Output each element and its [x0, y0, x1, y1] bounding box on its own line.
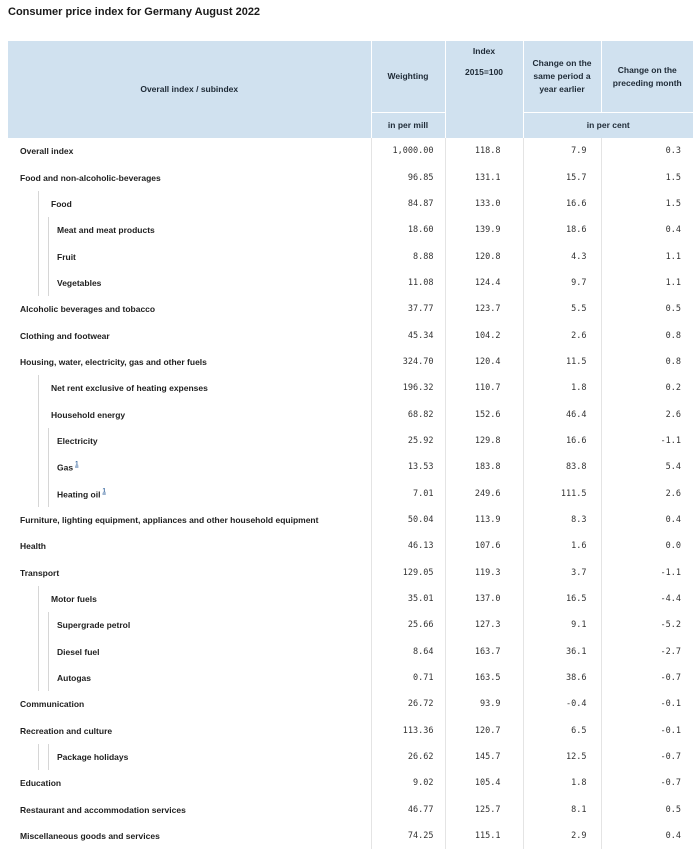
row-label-text: Supergrade petrol	[57, 620, 131, 631]
index-cell: 113.9	[445, 507, 523, 533]
row-label-text: Package holidays	[57, 752, 129, 763]
footnote-link[interactable]: 1	[75, 461, 79, 468]
weighting-cell: 25.92	[371, 428, 445, 454]
index-cell: 115.1	[445, 823, 523, 849]
weighting-cell: 26.72	[371, 691, 445, 717]
header-index	[445, 41, 523, 138]
change-year-cell: 46.4	[523, 401, 601, 427]
change-year-cell: 5.5	[523, 296, 601, 322]
weighting-cell: 84.87	[371, 191, 445, 217]
header-unit-weighting: in per mill	[371, 113, 445, 139]
change-year-cell: 8.3	[523, 507, 601, 533]
change-month-cell: -0.7	[660, 673, 681, 684]
table-row	[8, 322, 693, 348]
weighting-cell: 50.04	[371, 507, 445, 533]
change-month-cell: 0.4	[665, 514, 681, 525]
table-row	[8, 533, 693, 559]
row-label	[51, 383, 208, 393]
weighting-cell: 9.02	[371, 770, 445, 796]
weighting-cell: 13.53	[371, 454, 445, 480]
change-year-cell: 6.5	[523, 718, 601, 744]
row-label-text: Household energy	[51, 409, 126, 420]
index-cell: 152.6	[445, 401, 523, 427]
row-label-cell	[8, 138, 371, 164]
row-label	[57, 225, 155, 235]
row-label-text: Transport	[20, 567, 60, 578]
header-subindex: Overall index / subindex	[8, 41, 371, 138]
change-year-cell: 38.6	[523, 665, 601, 691]
header-unit-change: in per cent	[523, 113, 693, 139]
weighting-cell: 45.34	[371, 322, 445, 348]
row-label-cell	[8, 217, 371, 243]
row-label	[57, 647, 100, 657]
table-row	[8, 744, 693, 770]
index-cell: 163.7	[445, 639, 523, 665]
weighting-cell: 8.88	[371, 243, 445, 269]
table-row	[8, 507, 693, 533]
row-label-cell	[8, 322, 371, 348]
weighting-cell: 74.25	[371, 823, 445, 849]
index-cell: 183.8	[445, 454, 523, 480]
row-label-text: Furniture, lighting equipment, appliances and other household equipment	[20, 514, 319, 525]
change-year-cell: 111.5	[523, 480, 601, 506]
change-month-cell: 0.4	[665, 831, 681, 842]
change-month-cell: 2.6	[665, 488, 681, 499]
row-label-cell	[8, 480, 371, 506]
change-year-cell: 2.6	[523, 322, 601, 348]
table-row	[8, 375, 693, 401]
index-cell: 107.6	[445, 533, 523, 559]
change-year-cell: 8.1	[523, 797, 601, 823]
index-cell: 249.6	[445, 480, 523, 506]
table-row	[8, 560, 693, 586]
table-row	[8, 191, 693, 217]
change-month-cell: 1.5	[665, 198, 681, 209]
change-month-cell: 1.1	[665, 277, 681, 288]
index-cell: 127.3	[445, 612, 523, 638]
change-year-cell: 83.8	[523, 454, 601, 480]
row-label-text: Vegetables	[57, 277, 102, 288]
row-label-cell	[8, 612, 371, 638]
row-label	[57, 620, 130, 630]
row-label-cell	[8, 296, 371, 322]
header-change-year: Change on the same period a year earlier	[523, 41, 601, 113]
table-row	[8, 665, 693, 691]
index-cell: 123.7	[445, 296, 523, 322]
table-row	[8, 217, 693, 243]
change-month-cell: 1.5	[665, 172, 681, 183]
table-row	[8, 718, 693, 744]
change-month-cell: 0.5	[665, 804, 681, 815]
row-label-text: Communication	[20, 699, 85, 710]
index-cell: 133.0	[445, 191, 523, 217]
change-month-cell: -2.7	[660, 646, 681, 657]
row-label	[20, 357, 207, 367]
index-cell: 110.7	[445, 375, 523, 401]
row-label-text: Miscellaneous goods and services	[20, 831, 160, 842]
table-body	[8, 138, 693, 849]
change-month-cell: 0.8	[665, 356, 681, 367]
header-index-base: 2015=100	[464, 67, 504, 77]
change-month-cell: -1.1	[660, 435, 681, 446]
change-year-cell: 16.6	[523, 191, 601, 217]
row-label	[51, 410, 125, 420]
index-cell: 131.1	[445, 164, 523, 190]
row-label	[20, 146, 73, 156]
table-row	[8, 270, 693, 296]
change-year-cell: 1.8	[523, 770, 601, 796]
change-month-cell: 0.5	[665, 304, 681, 315]
change-year-cell: 12.5	[523, 744, 601, 770]
table-row	[8, 691, 693, 717]
table-row	[8, 138, 693, 164]
change-month-cell: -1.1	[660, 567, 681, 578]
index-cell: 145.7	[445, 744, 523, 770]
row-label-text: Housing, water, electricity, gas and other fuels	[20, 356, 207, 367]
change-year-cell: -0.4	[523, 691, 601, 717]
row-label	[57, 252, 76, 262]
row-label	[20, 726, 112, 736]
row-label-cell	[8, 533, 371, 559]
row-label-text: Restaurant and accommodation services	[20, 804, 186, 815]
index-cell: 105.4	[445, 770, 523, 796]
row-label-cell	[8, 665, 371, 691]
change-year-cell: 1.6	[523, 533, 601, 559]
row-label-text: Autogas	[57, 673, 91, 684]
row-label	[20, 515, 318, 525]
change-year-cell: 4.3	[523, 243, 601, 269]
index-cell: 120.4	[445, 349, 523, 375]
change-month-cell: 0.2	[665, 383, 681, 394]
weighting-cell: 129.05	[371, 560, 445, 586]
weighting-cell: 7.01	[371, 480, 445, 506]
page-title: Consumer price index for Germany August 2022	[8, 6, 261, 18]
change-month-cell: -0.7	[660, 778, 681, 789]
change-year-cell: 7.9	[523, 138, 601, 164]
row-label	[57, 752, 128, 762]
change-year-cell: 18.6	[523, 217, 601, 243]
row-label	[20, 699, 84, 709]
row-label-cell	[8, 797, 371, 823]
row-label-text: Fruit	[57, 251, 76, 262]
change-month-cell: 0.3	[665, 146, 681, 157]
row-label-cell	[8, 586, 371, 612]
table-row	[8, 454, 693, 480]
change-year-cell: 16.5	[523, 586, 601, 612]
index-cell: 124.4	[445, 270, 523, 296]
index-cell: 139.9	[445, 217, 523, 243]
row-label-cell	[8, 428, 371, 454]
weighting-cell: 26.62	[371, 744, 445, 770]
row-label	[57, 488, 106, 499]
row-label-cell	[8, 270, 371, 296]
row-label-cell	[8, 744, 371, 770]
row-label	[20, 831, 160, 841]
row-label-cell	[8, 243, 371, 269]
row-label	[20, 568, 59, 578]
header-change-month: Change on the preceding month	[601, 41, 693, 113]
weighting-cell: 46.77	[371, 797, 445, 823]
row-label-text: Heating oil	[57, 489, 101, 500]
row-label-text: Health	[20, 541, 46, 552]
table-row	[8, 823, 693, 849]
index-cell: 137.0	[445, 586, 523, 612]
table-row	[8, 639, 693, 665]
row-label-cell	[8, 770, 371, 796]
cpi-table	[8, 41, 693, 849]
table-row	[8, 401, 693, 427]
index-cell: 125.7	[445, 797, 523, 823]
row-label-cell	[8, 718, 371, 744]
change-year-cell: 1.8	[523, 375, 601, 401]
weighting-cell: 11.08	[371, 270, 445, 296]
row-label	[57, 673, 91, 683]
change-month-cell: 5.4	[665, 462, 681, 473]
change-month-cell: -0.1	[660, 699, 681, 710]
row-label	[57, 436, 98, 446]
row-label-cell	[8, 560, 371, 586]
change-year-cell: 2.9	[523, 823, 601, 849]
row-label-text: Diesel fuel	[57, 646, 100, 657]
row-label-cell	[8, 454, 371, 480]
index-cell: 119.3	[445, 560, 523, 586]
row-label-cell	[8, 401, 371, 427]
weighting-cell: 25.66	[371, 612, 445, 638]
change-month-cell: 0.0	[665, 541, 681, 552]
table-row	[8, 480, 693, 506]
weighting-cell: 96.85	[371, 164, 445, 190]
row-label	[51, 594, 97, 604]
row-label-text: Recreation and culture	[20, 725, 113, 736]
row-label-cell	[8, 164, 371, 190]
row-label	[20, 173, 161, 183]
weighting-cell: 196.32	[371, 375, 445, 401]
row-label-text: Overall index	[20, 146, 74, 157]
change-month-cell: 1.1	[665, 251, 681, 262]
footnote-link[interactable]: 1	[102, 488, 106, 495]
change-year-cell: 9.7	[523, 270, 601, 296]
weighting-cell: 0.71	[371, 665, 445, 691]
change-month-cell: 2.6	[665, 409, 681, 420]
row-label-text: Meat and meat products	[57, 225, 155, 236]
row-label-text: Motor fuels	[51, 594, 97, 605]
change-month-cell: -0.1	[660, 725, 681, 736]
table-row	[8, 428, 693, 454]
weighting-cell: 113.36	[371, 718, 445, 744]
row-label	[20, 541, 46, 551]
change-month-cell: 0.8	[665, 330, 681, 341]
row-label	[57, 462, 78, 473]
index-cell: 129.8	[445, 428, 523, 454]
change-month-cell: 0.4	[665, 225, 681, 236]
change-year-cell: 36.1	[523, 639, 601, 665]
change-month-cell: -5.2	[660, 620, 681, 631]
weighting-cell: 324.70	[371, 349, 445, 375]
row-label	[57, 278, 101, 288]
row-label	[20, 304, 155, 314]
weighting-cell: 35.01	[371, 586, 445, 612]
row-label-cell	[8, 507, 371, 533]
row-label-cell	[8, 375, 371, 401]
table-row	[8, 296, 693, 322]
weighting-cell: 18.60	[371, 217, 445, 243]
index-cell: 118.8	[445, 138, 523, 164]
row-label-text: Alcoholic beverages and tobacco	[20, 304, 156, 315]
row-label-text: Education	[20, 778, 62, 789]
weighting-cell: 46.13	[371, 533, 445, 559]
change-year-cell: 11.5	[523, 349, 601, 375]
header-weighting: Weighting	[371, 41, 445, 113]
row-label-cell	[8, 349, 371, 375]
table-row	[8, 612, 693, 638]
index-cell: 120.8	[445, 243, 523, 269]
change-month-cell: -0.7	[660, 752, 681, 763]
row-label-cell	[8, 823, 371, 849]
change-month-cell: -4.4	[660, 594, 681, 605]
table-row	[8, 164, 693, 190]
row-label	[51, 199, 72, 209]
change-year-cell: 16.6	[523, 428, 601, 454]
header-index-label: Index	[472, 46, 496, 56]
table-row	[8, 770, 693, 796]
table-row	[8, 797, 693, 823]
table-row	[8, 586, 693, 612]
row-label-cell	[8, 191, 371, 217]
index-cell: 120.7	[445, 718, 523, 744]
row-label-text: Clothing and footwear	[20, 330, 110, 341]
index-cell: 93.9	[445, 691, 523, 717]
row-label-cell	[8, 691, 371, 717]
change-year-cell: 15.7	[523, 164, 601, 190]
index-cell: 163.5	[445, 665, 523, 691]
weighting-cell: 1,000.00	[371, 138, 445, 164]
table-row	[8, 243, 693, 269]
row-label-cell	[8, 639, 371, 665]
change-year-cell: 3.7	[523, 560, 601, 586]
row-label-text: Electricity	[57, 435, 98, 446]
table-row	[8, 349, 693, 375]
row-label-text: Gas	[57, 462, 74, 473]
row-label	[20, 805, 186, 815]
row-label-text: Net rent exclusive of heating expenses	[51, 383, 208, 394]
row-label-text: Food and non-alcoholic-beverages	[20, 172, 161, 183]
weighting-cell: 68.82	[371, 401, 445, 427]
row-label	[20, 331, 110, 341]
change-year-cell: 9.1	[523, 612, 601, 638]
table-header	[8, 41, 693, 138]
index-cell: 104.2	[445, 322, 523, 348]
row-label-text: Food	[51, 198, 72, 209]
row-label	[20, 778, 61, 788]
weighting-cell: 37.77	[371, 296, 445, 322]
weighting-cell: 8.64	[371, 639, 445, 665]
